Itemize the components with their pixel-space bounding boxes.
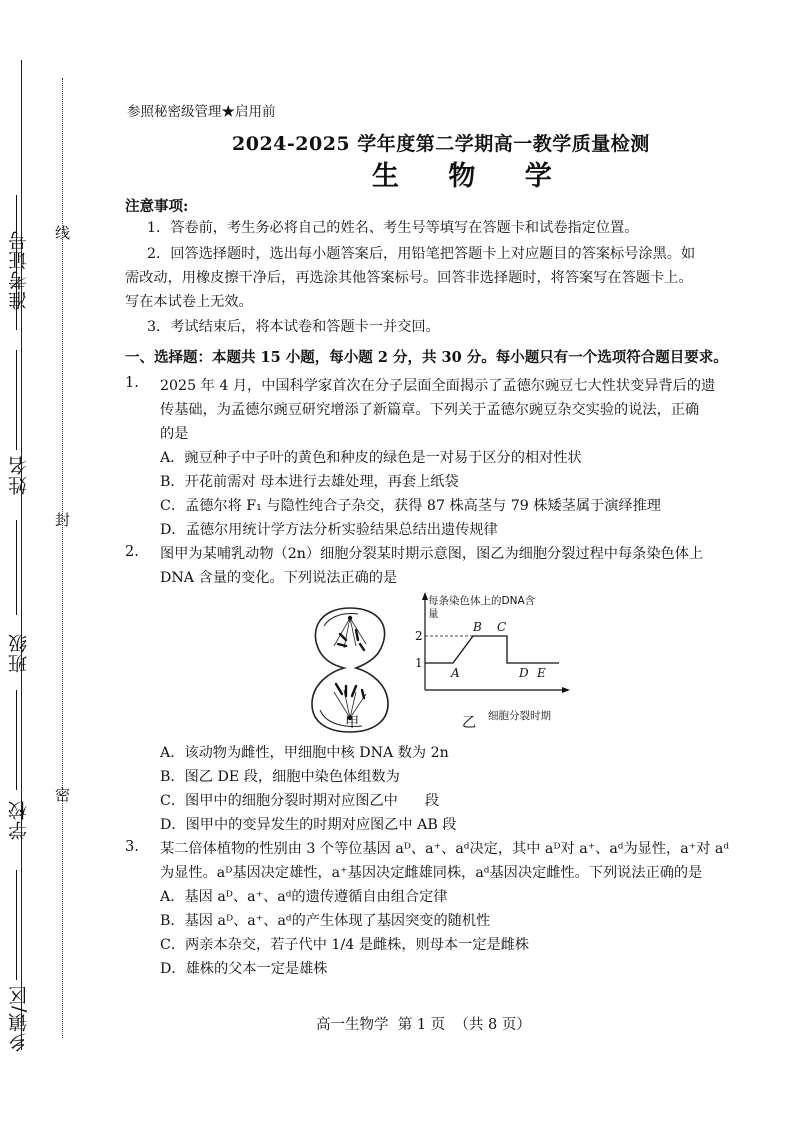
q1-option-b[interactable]: B．开花前需对 母本进行去雄处理，再套上纸袋: [160, 474, 459, 490]
q1-option-a[interactable]: A．豌豆种子中子叶的黄色和种皮的绿色是一对易于区分的相对性状: [160, 450, 582, 466]
confidentiality-note: 参照秘密级管理★启用前: [127, 104, 276, 120]
label-exam-id: 准考证号: [8, 230, 30, 310]
point-label-A: A: [451, 666, 460, 680]
figure-jia-label: 甲: [345, 715, 360, 731]
q3-stem-1: 某二倍体植物的性别由 3 个等位基因 aᴰ、a⁺、aᵈ决定，其中 aᴰ对 a⁺、aᵈ为显性，a⁺对 aᵈ: [160, 841, 730, 857]
class-blank[interactable]: [16, 520, 17, 615]
x-axis-arrow: [562, 687, 570, 693]
notice-item-2-end: 写在本试卷上无效。: [125, 294, 253, 310]
seal-feng: 封: [53, 512, 71, 527]
notice-item-2-cont: 需改动，用橡皮擦干净后，再选涂其他答案标号。回答非选择题时，将答案写在答题卡上。: [125, 270, 693, 286]
q3-option-b[interactable]: B．基因 aᴰ、a⁺、aᵈ的产生体现了基因突变的随机性: [160, 913, 491, 929]
point-label-E: E: [537, 666, 546, 680]
q2-option-d[interactable]: D．图甲中的变异发生的时期对应图乙中 AB 段: [160, 817, 457, 833]
binding-border: [21, 60, 22, 1050]
q3-number: 3.: [125, 839, 139, 855]
y-tick-2: 2: [415, 629, 423, 643]
label-school: 学校: [8, 800, 30, 840]
q1-stem-3: 的是: [160, 426, 189, 442]
q3-option-a[interactable]: A．基因 aᴰ、a⁺、aᵈ的遗传遵循自由组合定律: [160, 889, 448, 905]
label-district: 乡镇/区: [8, 985, 30, 1053]
q2-option-c[interactable]: C．图甲中的细胞分裂时期对应图乙中 段: [160, 793, 440, 809]
y-tick-1: 1: [415, 656, 423, 670]
point-label-D: D: [519, 666, 529, 680]
q2-stem-2: DNA 含量的变化。下列说法正确的是: [160, 570, 398, 586]
q2-number: 2.: [125, 544, 139, 560]
q1-stem-1: 2025 年 4 月，中国科学家首次在分子层面全面揭示了孟德尔豌豆七大性状变异背后的遗: [160, 378, 716, 394]
label-class: 班级: [8, 633, 30, 673]
q1-option-c[interactable]: C．孟德尔将 F₁ 与隐性纯合子杂交，获得 87 株高茎与 79 株矮茎属于演绎推理: [160, 498, 661, 514]
q3-option-d[interactable]: D．雄株的父本一定是雄株: [160, 961, 328, 977]
q1-option-d[interactable]: D．孟德尔用统计学方法分析实验结果总结出遗传规律: [160, 522, 498, 538]
q2-option-b[interactable]: B．图乙 DE 段，细胞中染色体组数为: [160, 769, 400, 785]
q2-stem-1: 图甲为某哺乳动物（2n）细胞分裂某时期示意图，图乙为细胞分裂过程中每条染色体上: [160, 546, 704, 562]
point-label-C: C: [497, 620, 507, 634]
seal-xian: 线: [53, 225, 71, 240]
q2-option-a[interactable]: A．该动物为雌性，甲细胞中核 DNA 数为 2n: [160, 745, 449, 761]
exam-title: 2024-2025 学年度第二学期高一教学质量检测: [232, 133, 650, 155]
dna-content-series: [425, 636, 559, 663]
name-blank[interactable]: [16, 350, 17, 450]
section-heading: 一、选择题：本题共 15 小题，每小题 2 分，共 30 分。每小题只有一个选项符合题目要求。: [125, 349, 728, 366]
point-label-B: B: [473, 620, 482, 634]
cut-line: [62, 78, 63, 1038]
notice-heading: 注意事项:: [125, 198, 189, 215]
label-name: 姓名: [8, 455, 30, 495]
notice-item-3: 3．考试结束后，将本试卷和答题卡一并交回。: [147, 319, 440, 335]
q1-number: 1.: [125, 375, 139, 391]
seal-mi: 密: [53, 787, 71, 802]
chart-ylabel: 每条染色体上的DNA含量: [428, 595, 536, 620]
chart-xlabel: 细胞分裂时期: [488, 710, 551, 722]
school-blank[interactable]: [16, 690, 17, 790]
page-footer: 高一生物学 第 1 页 （共 8 页）: [316, 1017, 531, 1033]
notice-item-2: 2．回答选择题时，选出每小题答案后，用铅笔把答题卡上对应题目的答案标号涂黑。如: [147, 246, 696, 262]
subject-title: 生 物 学: [372, 161, 572, 192]
district-blank[interactable]: [16, 870, 17, 980]
q3-option-c[interactable]: C．两亲本杂交，若子代中 1/4 是雌株，则母本一定是雌株: [160, 937, 530, 953]
q1-stem-2: 传基础，为孟德尔豌豆研究增添了新篇章。下列关于孟德尔豌豆杂交实验的说法，正确: [160, 402, 700, 418]
figure-yi-label: 乙: [462, 715, 477, 731]
notice-item-1: 1．答卷前，考生务必将自己的姓名、考生号等填写在答题卡和试卷指定位置。: [147, 220, 639, 236]
q3-stem-2: 为显性。aᴰ基因决定雄性，a⁺基因决定雌雄同株，aᵈ基因决定雌性。下列说法正确的是: [160, 865, 703, 881]
